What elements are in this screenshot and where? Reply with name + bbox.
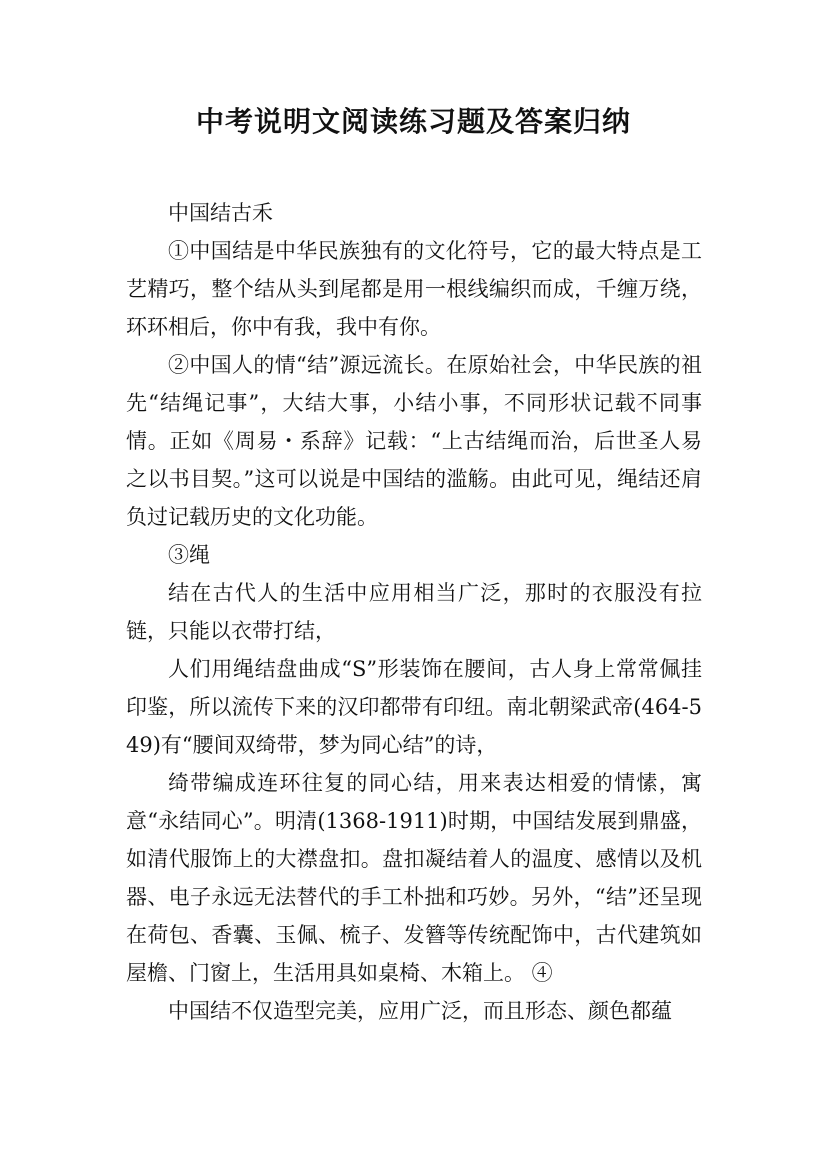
paragraph-4: 中国结不仅造型完美，应用广泛，而且形态、颜色都蕴 (168, 999, 672, 1023)
paragraph-2: ②中国人的情“结”源远流长。在原始社会，中华民族的祖先“结绳记事”，大结大事，小结小事，不同形状记载不同事情。正如《周易・系辞》记载：“上古结绳而治，后世圣人易之以书目契。”这可以说是中国结的滥觞。由此可见，绳结还肩负过记载历史的文化功能。 (126, 353, 702, 529)
paragraph-3c: 绮带编成连环往复的同心结，用来表达相爱的情愫，寓意“永结同心”。明清(1368-1911)时期，中国结发展到鼎盛，如清代服饰上的大襟盘扣。盘扣凝结着人的温度、感情以及机器、电子永远无法替代的手工朴拙和巧妙。另外，“结”还呈现在荷包、香囊、玉佩、梳子、发簪等传统配饰中，古代建筑如屋檐、门窗上，生活用具如桌椅、木箱上。 ④ (126, 771, 702, 985)
paragraph-heading: 中国结古禾 (168, 201, 273, 225)
document-title: 中考说明文阅读练习题及答案归纳 (195, 105, 631, 138)
paragraph-3b: 人们用绳结盘曲成“S”形装饰在腰间，古人身上常常佩挂印鉴，所以流传下来的汉印都带有印纽。南北朝梁武帝(464-549)有“腰间双绮带，梦为同心结”的诗， (126, 657, 702, 757)
paragraph-3-marker: ③绳 (168, 543, 210, 567)
paragraph-3a: 结在古代人的生活中应用相当广泛，那时的衣服没有拉链，只能以衣带打结， (126, 581, 702, 643)
document-body (126, 194, 702, 1030)
paragraph-1: ①中国结是中华民族独有的文化符号，它的最大特点是工艺精巧，整个结从头到尾都是用一根线编织而成，千缠万绕，环环相后，你中有我，我中有你。 (126, 239, 702, 339)
